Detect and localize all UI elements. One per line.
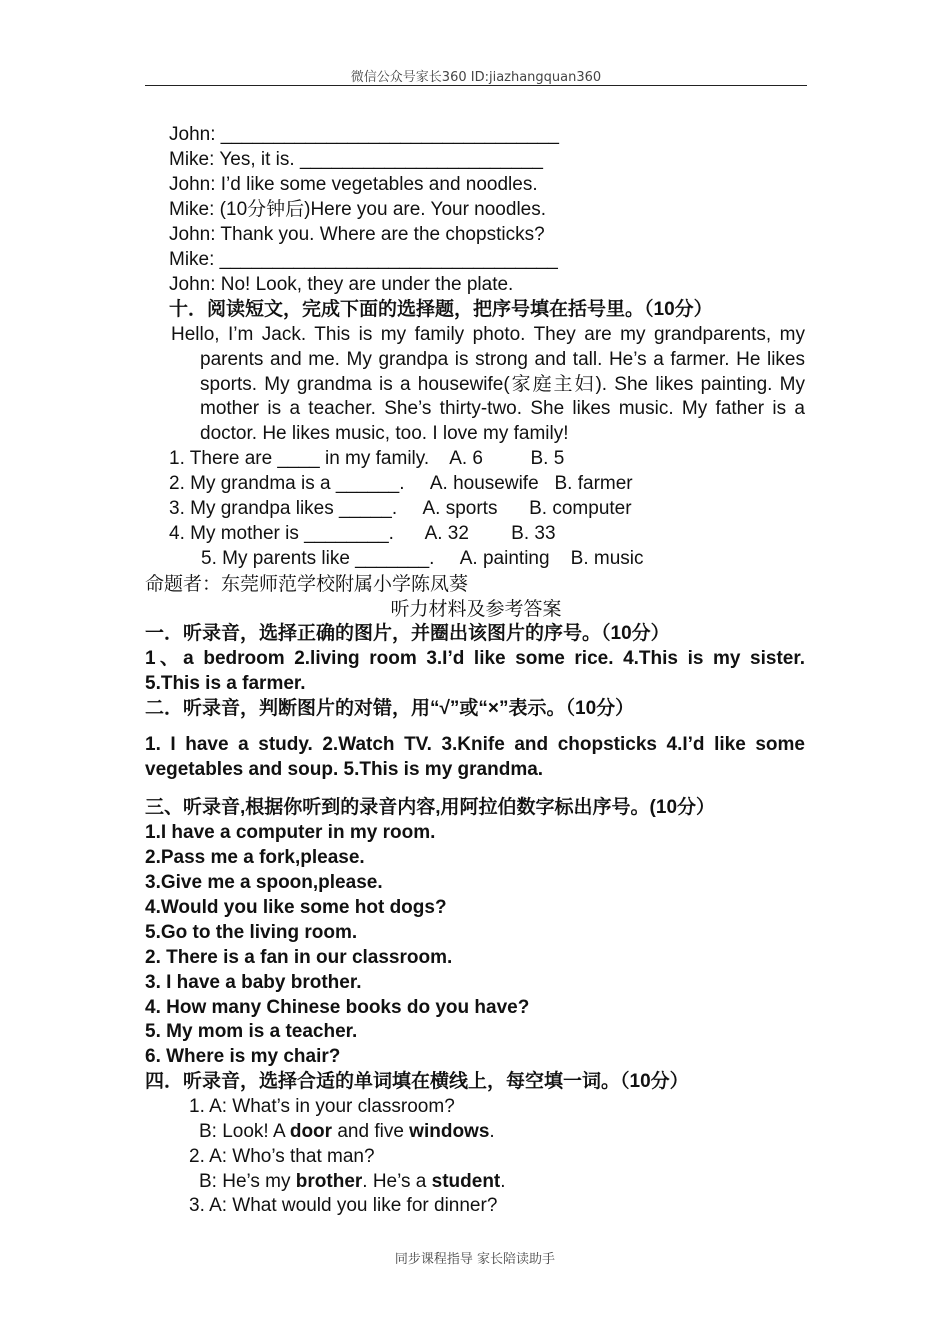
text-run: B: Look! A (199, 1121, 290, 1142)
part-heading: 三、听录音,根据你听到的录音内容,用阿拉伯数字标出序号。(10分） (145, 797, 716, 818)
part-answers: 1. I have a study. 2.Watch TV. 3.Knife and chopsticks 4.I’d like some vegetables and soup. 5.This is my grandma. (145, 734, 805, 780)
section-heading: 十．阅读短文，完成下面的选择题，把序号填在括号里。（10分） (169, 299, 713, 320)
page-footer: 同步课程指导 家长陪读助手 (394, 1252, 556, 1267)
question-item: 3. My grandpa likes _____. A. sports B. computer (169, 498, 632, 519)
part-heading: 一．听录音，选择正确的图片，并圈出该图片的序号。（10分） (145, 623, 670, 644)
reading-passage: Hello, I’m Jack. This is my family photo. They are my grandparents, my parents and me. My grandpa is strong and tall. He’s a farmer. He likes sports. My grandma is a housewife(家庭主妇). She likes painting. My mother is a teacher. She’s thirty-two. She likes music. My father is a doctor. He likes music, too. I love my family! (171, 324, 805, 444)
dialogue-line: John: I’d like some vegetables and noodles. (169, 174, 538, 195)
text-run: . (489, 1121, 495, 1142)
question-item: 5. My parents like _______. A. painting B. music (201, 548, 644, 569)
answer-item: 4. How many Chinese books do you have? (145, 997, 530, 1018)
answer-item: 4.Would you like some hot dogs? (145, 897, 447, 918)
answer-item: 5.Go to the living room. (145, 922, 358, 943)
answer-item: 3. I have a baby brother. (145, 972, 362, 993)
answer-word: student (431, 1171, 501, 1192)
dialogue-line (199, 1170, 506, 1194)
answer-item: 2. There is a fan in our classroom. (145, 947, 453, 968)
dialogue-line: Mike: ________________________________ (169, 249, 558, 270)
answer-item: 5. My mom is a teacher. (145, 1021, 358, 1042)
text-run: . He’s a (362, 1171, 432, 1192)
dialogue-line: 3. A: What would you like for dinner? (189, 1195, 498, 1216)
text-run: . (500, 1171, 506, 1192)
question-item: 1. There are ____ in my family. A. 6 B. 5 (169, 448, 565, 469)
answers-title: 听力材料及参考答案 (390, 598, 562, 620)
answer-word: door (289, 1121, 333, 1142)
question-item: 4. My mother is ________. A. 32 B. 33 (169, 523, 556, 544)
text-run: and five (332, 1121, 410, 1142)
part-heading: 二．听录音，判断图片的对错，用“√”或“×”表示。（10分） (145, 698, 635, 719)
answer-item: 2.Pass me a fork,please. (145, 847, 365, 868)
author-line: 命题者：东莞师范学校附属小学陈凤葵 (145, 573, 469, 595)
header-divider (145, 85, 807, 86)
dialogue-line: Mike: Yes, it is. _______________________ (169, 149, 543, 170)
question-item: 2. My grandma is a ______. A. housewife B. farmer (169, 473, 633, 494)
answer-item: 1.I have a computer in my room. (145, 822, 436, 843)
dialogue-line: 1. A: What’s in your classroom? (189, 1096, 455, 1117)
dialogue-line: John: Thank you. Where are the chopsticks? (169, 224, 545, 245)
answer-word: brother (295, 1171, 363, 1192)
dialogue-line: John: No! Look, they are under the plate. (169, 274, 514, 295)
dialogue-line (199, 1120, 495, 1144)
dialogue-line: Mike: (10分钟后)Here you are. Your noodles. (169, 199, 547, 220)
answer-item: 6. Where is my chair? (145, 1046, 341, 1067)
text-run: B: He’s my (199, 1171, 296, 1192)
part-heading: 四．听录音，选择合适的单词填在横线上，每空填一词。（10分） (145, 1071, 689, 1092)
page-header: 微信公众号家长360 ID:jiazhangquan360 (350, 70, 602, 85)
dialogue-line: 2. A: Who’s that man? (189, 1146, 375, 1167)
answer-word: windows (409, 1121, 490, 1142)
dialogue-line: John: ________________________________ (169, 124, 559, 145)
part-answers: 1、a bedroom 2.living room 3.I’d like some rice. 4.This is my sister. 5.This is a farmer. (145, 648, 805, 694)
answer-item: 3.Give me a spoon,please. (145, 872, 383, 893)
